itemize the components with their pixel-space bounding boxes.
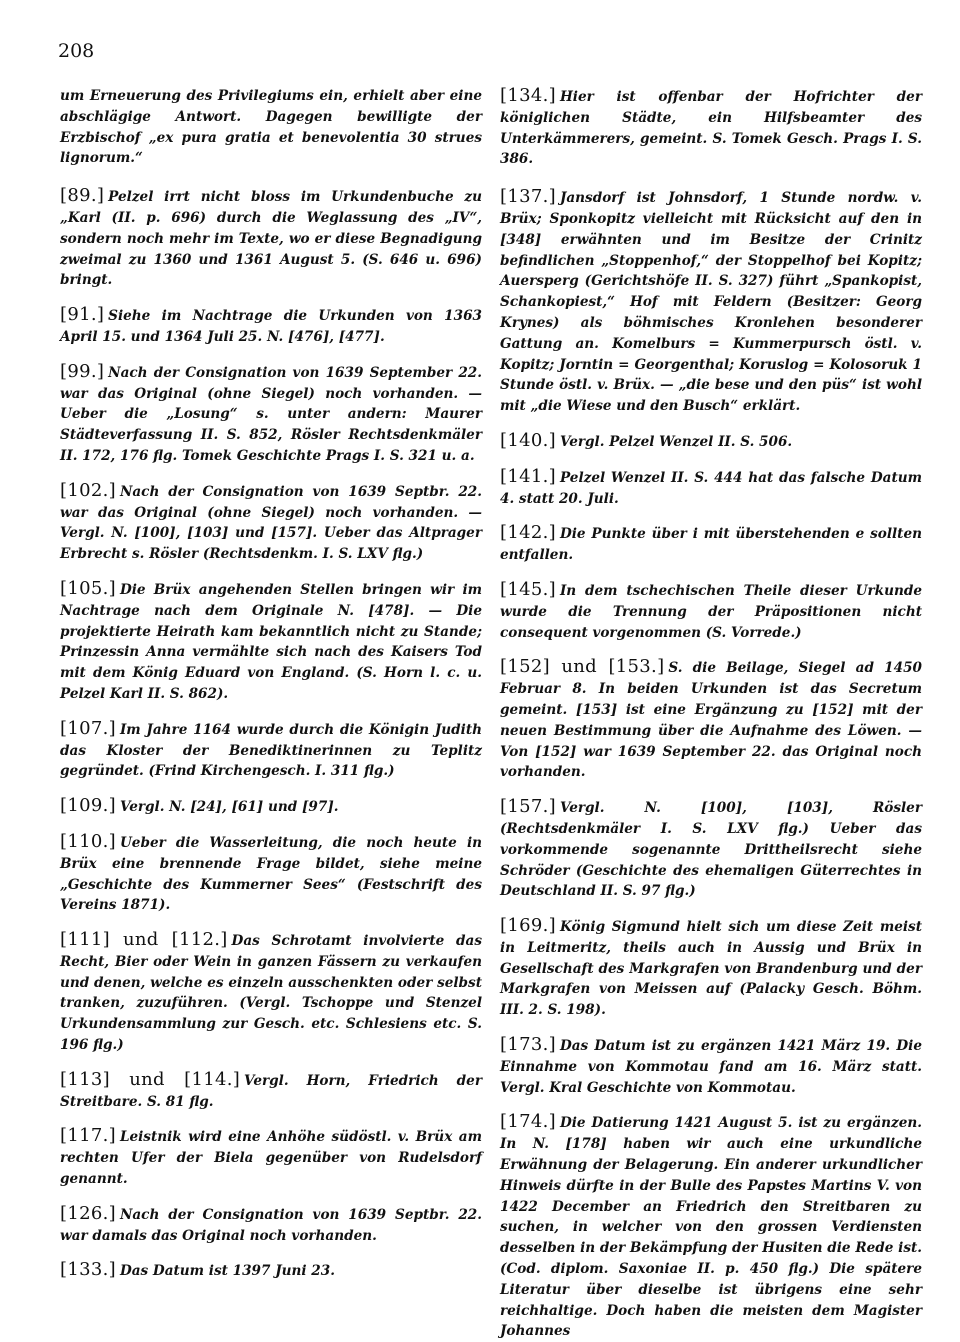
note-105: [105.] Die Brüx angehenden Stellen bringen wir im Nachtrage nach dem Originale N. [478]. — Die projektierte Heirath kam bekanntlich nicht zu Stande; Prinzessin Anna vermählte sich nach des Kaisers Tod mit dem König Eduard von England. (S. Horn l. c. u. Pelzel Karl II. S. 862). (60, 577, 482, 702)
note-169: [169.] König Sigmund hielt sich um diese Zeit meist in Leitmeritz, theils auch in Aussig und Brüx in Gesellschaft des Markgrafen von Brandenburg und der Markgrafen von Meissen auf (Palacky Gesch. Böhm. III. 2. S. 198). (500, 915, 922, 1019)
note-157: [157.] Vergl. N. [100], [103], Rösler (Rechtsdenkmäler I. S. LXV flg.) Ueber das vorkommende sogenannte Drittheilsrecht siehe Schröder (Geschichte des ehemaligen Güterrechtes in Deutschland II. S. 97 flg.) (500, 796, 922, 900)
note-91: [91.] Siehe im Nachtrage die Urkunden von 1363 April 15. und 1364 Juli 25. N. [476], [477]. (60, 304, 482, 345)
right-column (500, 86, 922, 1342)
note-continuation: um Erneuerung des Privilegiums ein, erhielt aber eine abschlägige Antwort. Dagegen bewilligte der Erzbischof „ex pura gratia et benevolentia 30 strues lignorum.“ (60, 88, 482, 167)
note-137: [137.] Jansdorf ist Johnsdorf, 1 Stunde nordw. v. Brüx; Sponkopitz vielleicht mit Rücksicht auf den in [348] erwähnten und im Besitze der Crinitz befindlichen „Stoppenhof,“ der Stoppelhof bei Kopitz; Auersperg (Gerichtshöfe II. S. 327) führt „Spankopist, Schankopiest,“ Hof mit Feldern (Besitzer: Georg Krynes) als böhmisches Kronlehen besonderer Gattung an. Komelburs = Kummerpursch östl. v. Kopitz; Jorntin = Georgenthal; Koruslog = Kolosoruk 1 Stunde östl. v. Brüx. — „die bese und den püs“ ist wohl mit „die Wiese und den Busch“ erklärt. (500, 186, 922, 415)
note-173: [173.] Das Datum ist zu ergänzen 1421 März 19. Die Einnahme von Kommotau fand am 16. März statt. Vergl. Kral Geschichte von Kommotau. (500, 1034, 922, 1096)
note-141: [141.] Pelzel Wenzel II. S. 444 hat das falsche Datum 4. statt 20. Juli. (500, 465, 922, 507)
note-152-153: [152] und [153.] S. die Beilage, Siegel ad 1450 Februar 8. In beiden Urkunden ist das Secretum gemeint. [153] ist eine Ergänzung zu [152] mit der neuen Bestimmung über die Aufnahme des Löwen. — Von [152] war 1639 September 22. das Original noch vorhanden. (500, 656, 922, 781)
note-140: [140.] Vergl. Pelzel Wenzel II. S. 506. (500, 429, 793, 451)
note-111-112: [111] und [112.] Das Schrotamt involvierte das Recht, Bier oder Wein in ganzen Fässern zu verkaufen und denen, welche es einzeln ausschenkten oder selbst tranken, zuzuführen. (Vergl. Tschoppe und Stenzel Urkundensammlung zur Gesch. etc. Schlesiens etc. S. 196 flg.) (60, 929, 482, 1054)
page-number: 208 (58, 40, 95, 62)
note-117: [117.] Leistnik wird eine Anhöhe südöstl. v. Brüx am rechten Ufer der Biela gegenüber von Rudelsdorf genannt. (60, 1125, 482, 1188)
note-145: [145.] In dem tschechischen Theile dieser Urkunde wurde die Trennung der Präpositionen nicht consequent vorgenommen (S. Vorrede.) (500, 578, 922, 641)
left-column (60, 86, 482, 1282)
note-99: [99.] Nach der Consignation von 1639 September 22. war das Original (ohne Siegel) noch vorhanden. — Ueber die „Losung“ s. unter andern: Maurer Städteverfassung II. S. 852, Rösler Rechtsdenkmäler II. 172, 176 flg. Tomek Geschichte Prags I. S. 321 u. a. (60, 360, 482, 464)
note-102: [102.] Nach der Consignation von 1639 Septbr. 22. war das Original (ohne Siegel) noch vorhanden. — Vergl. N. [100], [103] und [157]. Ueber das Altprager Erbrecht s. Rösler (Rechtsdenkm. I. S. LXV flg.) (60, 479, 482, 563)
note-107: [107.] Im Jahre 1164 wurde durch die Königin Judith das Kloster der Benediktinerinnen zu Teplitz gegründet. (Frind Kirchengesch. I. 311 flg.) (60, 717, 482, 780)
note-174: [174.] Die Datierung 1421 August 5. ist zu ergänzen. In N. [178] haben wir auch eine urkundliche Erwähnung der Belagerung. Ein anderer urkundlicher Hinweis dürfte in der Bulle des Papstes Martins V. von 1422 December an Friedrich den Streitbaren zu suchen, in welcher von den grossen Verdiensten desselben in der Bekämpfung der Husiten die Rede ist. (Cod. diplom. Saxoniae II. p. 450 flg.) Die spätere Literatur über dieselbe ist übrigens eine sehr reichhaltige. Doch haben die meisten dem Magister Johannes (500, 1111, 922, 1340)
note-133: [133.] Das Datum ist 1397 Juni 23. (60, 1259, 335, 1281)
note-142: [142.] Die Punkte über i mit überstehenden e sollten entfallen. (500, 522, 922, 564)
note-113-114: [113] und [114.] Vergl. Horn, Friedrich der Streitbare. S. 81 flg. (60, 1068, 482, 1110)
note-89: [89.] Pelzel irrt nicht bloss im Urkundenbuche zu „Karl (II. p. 696) durch die Weglassung des „IV“, sondern noch mehr im Texte, wo er diese Begnadigung zweimal zu 1360 und 1361 August 5. (S. 646 u. 696) bringt. (60, 185, 482, 289)
note-126: [126.] Nach der Consignation von 1639 Septbr. 22. war damals das Original noch vorhanden. (60, 1202, 482, 1244)
note-110: [110.] Ueber die Wasserleitung, die noch heute in Brüx eine brennende Frage bildet, siehe meine „Geschichte des Kummerner Sees“ (Festschrift des Vereins 1871). (60, 830, 482, 914)
note-134: [134.] Hier ist offenbar der Hofrichter der königlichen Städte, ein Hilfsbeamter des Unterkämmerers, gemeint. S. Tomek Gesch. Prags I. S. 386. (500, 85, 922, 168)
note-109: [109.] Vergl. N. [24], [61] und [97]. (60, 795, 339, 817)
